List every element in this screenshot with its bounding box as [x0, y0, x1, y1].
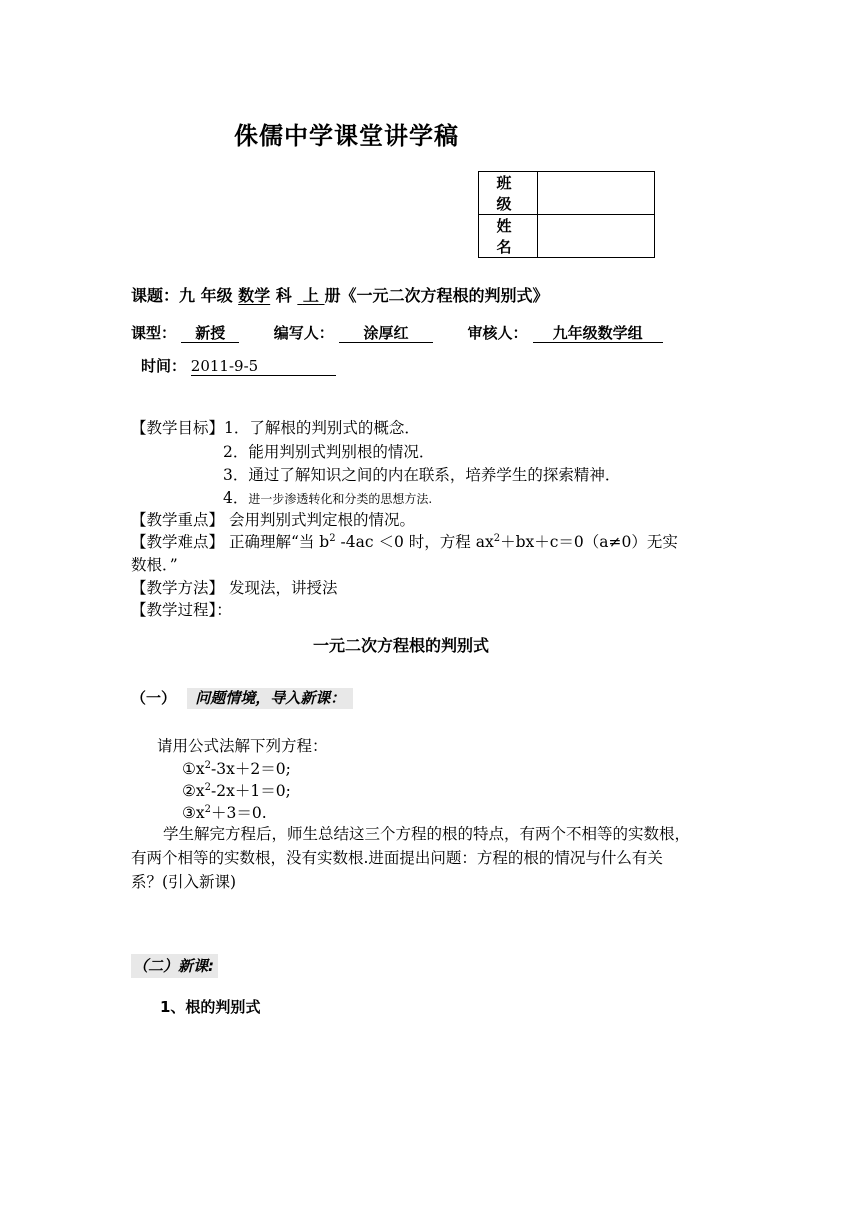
lesson-type-line — [131, 322, 663, 343]
topic-book: 册《一元二次方程根的判别式》 — [324, 286, 549, 305]
equation-1: $①x^2-3x+2=0$; — [182, 759, 291, 778]
topic-prefix: 课题：九 年级 — [131, 286, 233, 305]
difficulty-line-1 — [131, 530, 678, 552]
equation-2: $②x^2-2x+1=0$; — [182, 781, 291, 800]
reviewer-label: 审核人： — [467, 324, 528, 342]
name-label: 姓 名 — [479, 215, 538, 258]
topic-line — [131, 283, 549, 306]
key-point-label: 【教学重点】 — [131, 511, 225, 529]
part1-number: （一） — [131, 689, 177, 707]
objective-4-num: 4． — [223, 489, 249, 507]
class-field[interactable] — [538, 172, 655, 215]
difficulty-line-2: 数根．” — [131, 556, 178, 574]
writer-label: 编写人： — [273, 324, 334, 342]
class-label: 班 级 — [479, 172, 538, 215]
process-label: 【教学过程】： — [131, 601, 232, 619]
method-label: 【教学方法】 — [131, 579, 225, 597]
student-info-table — [478, 171, 655, 258]
key-point-text: 会用判别式判定根的情况。 — [228, 511, 415, 529]
objectives-line-1 — [131, 416, 420, 438]
reviewer-value: 九年级数学组 — [533, 324, 663, 343]
part1-heading — [131, 687, 353, 708]
equation-3: $③x^2+3=0$. — [182, 803, 267, 822]
difficulty-label: 【教学难点】 — [131, 533, 225, 551]
time-value: 2011-9-5 — [191, 357, 336, 376]
difficulty-text-c: ＋bx＋c＝0（a≠0）无实 — [500, 533, 678, 551]
exercise-intro: 请用公式法解下列方程： — [157, 737, 328, 755]
type-label: 课型： — [131, 324, 177, 342]
objective-4: 进一步渗透转化和分类的思想方法. — [248, 492, 433, 506]
summary-line-3: 系？(引入新课) — [131, 873, 237, 891]
page-title: 侏儒中学课堂讲学稿 — [234, 122, 459, 150]
topic-subject: 数学 — [238, 286, 271, 305]
key-point-line — [131, 508, 415, 530]
writer-value: 涂厚红 — [339, 324, 433, 343]
time-line — [141, 355, 336, 376]
objective-4-line — [223, 486, 432, 508]
objectives-label: 【教学目标】 — [131, 419, 225, 437]
subsection-title: 1、根的判别式 — [160, 998, 261, 1016]
difficulty-text-b: -4ac ＜0 时，方程 ax — [335, 533, 494, 551]
summary-line-1: 学生解完方程后，师生总结这三个方程的根的特点，有两个不相等的实数根， — [163, 825, 691, 843]
part2-heading: （二）新课: — [131, 954, 218, 978]
time-label: 时间： — [141, 357, 187, 375]
topic-volume: 上 — [302, 286, 319, 305]
summary-line-2: 有两个相等的实数根，没有实数根.进面提出问题：方程的根的情况与什么有关 — [131, 849, 663, 867]
difficulty-sup-2: 2 — [493, 532, 501, 544]
method-line — [131, 576, 337, 598]
section-title: 一元二次方程根的判别式 — [313, 636, 490, 655]
difficulty-sup-1: 2 — [329, 532, 336, 544]
objective-1: 1．了解根的判别式的概念． — [224, 419, 420, 437]
topic-subject-suffix: 科 — [275, 286, 292, 305]
objective-3: 3．通过了解知识之间的内在联系，培养学生的探索精神． — [223, 466, 621, 484]
objective-2: 2．能用判别式判别根的情况． — [223, 443, 435, 461]
name-field[interactable] — [538, 215, 655, 258]
type-value: 新授 — [181, 324, 239, 343]
difficulty-text-a: 正确理解“当 b — [228, 533, 330, 551]
part1-title: 问题情境，导入新课： — [187, 688, 353, 709]
method-text: 发现法，讲授法 — [228, 579, 338, 597]
